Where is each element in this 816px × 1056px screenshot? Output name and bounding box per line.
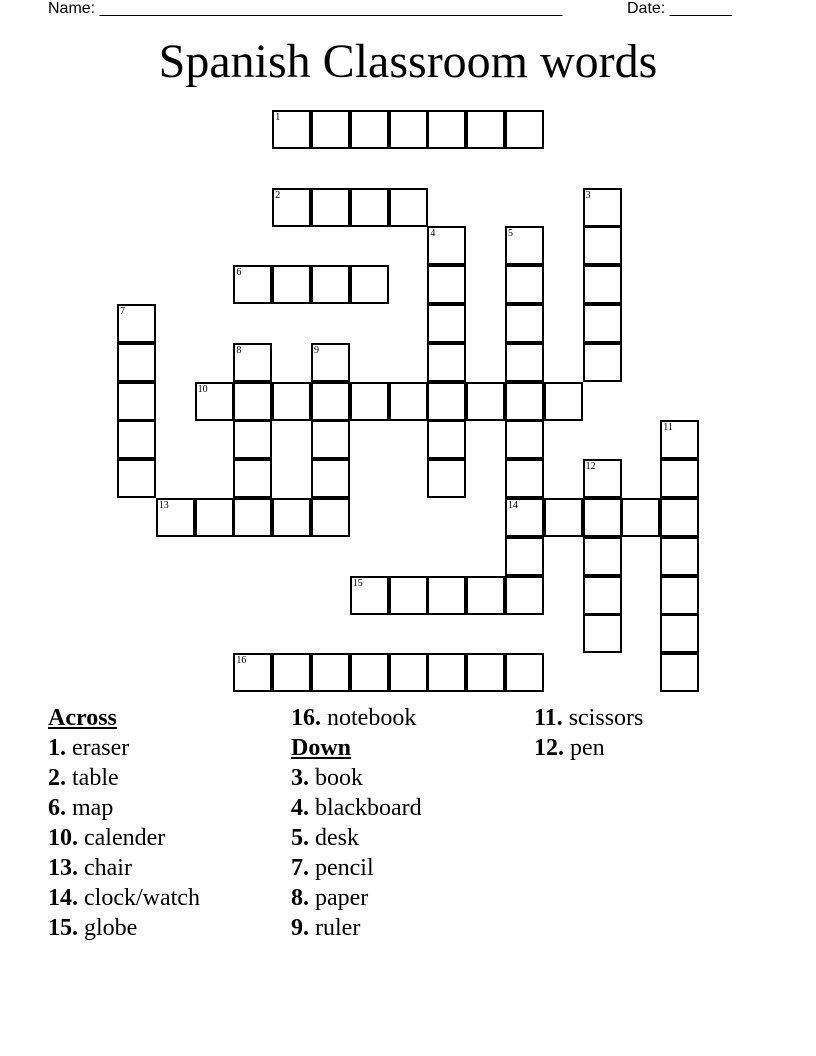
- crossword-cell[interactable]: [233, 498, 272, 537]
- crossword-cell[interactable]: [583, 304, 622, 343]
- crossword-cell[interactable]: [505, 459, 544, 498]
- clue-number-label: 6: [236, 267, 242, 279]
- clue-across-6: [48, 793, 200, 823]
- clue-text: eraser: [72, 735, 130, 761]
- crossword-cell[interactable]: [272, 498, 311, 537]
- clue-down-12: [534, 733, 643, 763]
- clue-number-label: 3: [585, 189, 591, 201]
- crossword-cell[interactable]: [233, 653, 272, 692]
- clue-number-label: 14: [508, 500, 518, 511]
- crossword-cell[interactable]: [583, 226, 622, 265]
- crossword-cell[interactable]: [583, 459, 622, 498]
- clue-text: notebook: [327, 705, 417, 731]
- clue-number: 3.: [291, 765, 309, 791]
- clue-text: blackboard: [315, 795, 422, 821]
- clue-number: 4.: [291, 795, 309, 821]
- crossword-cell[interactable]: [311, 420, 350, 459]
- clue-across-14: [48, 883, 200, 913]
- crossword-cell[interactable]: [350, 110, 389, 149]
- clue-number-label: 4: [430, 228, 436, 240]
- crossword-cell[interactable]: [427, 653, 466, 692]
- crossword-cell[interactable]: [660, 576, 699, 615]
- clue-number: 14.: [48, 885, 78, 911]
- crossword-cell[interactable]: [311, 110, 350, 149]
- clue-text: table: [72, 765, 119, 791]
- clues-column-2: [291, 703, 422, 943]
- crossword-cell[interactable]: [350, 265, 389, 304]
- crossword-cell[interactable]: [117, 459, 156, 498]
- clue-number-label: 13: [158, 500, 169, 511]
- crossword-cell[interactable]: [272, 653, 311, 692]
- page-title: Spanish Classroom words: [158, 35, 658, 88]
- clue-down-7: [291, 853, 422, 883]
- date-line: Date: _______: [627, 0, 732, 17]
- crossword-cell[interactable]: [505, 537, 544, 576]
- crossword-cell[interactable]: [117, 420, 156, 459]
- clue-number: 15.: [48, 915, 78, 941]
- clue-number-label: 15: [352, 577, 363, 589]
- down-heading: Down: [291, 735, 352, 761]
- crossword-cell[interactable]: [272, 110, 311, 149]
- clue-number-label: 10: [197, 383, 208, 395]
- clue-number: 9.: [291, 915, 309, 941]
- clue-down-4: [291, 793, 422, 823]
- clue-across-13: [48, 853, 200, 883]
- crossword-cell[interactable]: [505, 304, 544, 343]
- crossword-cell[interactable]: [466, 653, 505, 692]
- crossword-cell[interactable]: [389, 382, 428, 421]
- clue-number-label: 11: [663, 422, 673, 434]
- crossword-cell[interactable]: [427, 226, 466, 265]
- crossword-cell[interactable]: [427, 576, 466, 615]
- clue-number-label: 2: [275, 189, 281, 201]
- crossword-cell[interactable]: [505, 498, 544, 537]
- clue-number: 7.: [291, 855, 309, 881]
- clue-number: 8.: [291, 885, 309, 911]
- crossword-cell[interactable]: [505, 343, 544, 382]
- clue-number: 5.: [291, 825, 309, 851]
- crossword-cell[interactable]: [117, 343, 156, 382]
- crossword-cell[interactable]: [311, 343, 350, 382]
- crossword-cell[interactable]: [660, 498, 699, 537]
- clue-across-16: [291, 703, 422, 733]
- crossword-cell[interactable]: [272, 382, 311, 421]
- crossword-cell[interactable]: [311, 382, 350, 421]
- crossword-cell[interactable]: [660, 653, 699, 692]
- crossword-cell[interactable]: [660, 614, 699, 653]
- clue-text: globe: [84, 915, 138, 941]
- clue-text: paper: [315, 885, 369, 911]
- crossword-cell[interactable]: [505, 382, 544, 421]
- crossword-cell[interactable]: [427, 420, 466, 459]
- crossword-cell[interactable]: [660, 420, 699, 459]
- clue-down-5: [291, 823, 422, 853]
- clue-number-label: 16: [236, 655, 247, 667]
- clue-text: pen: [570, 735, 605, 761]
- across-heading: Across: [48, 705, 117, 731]
- clue-across-15: [48, 913, 200, 943]
- crossword-cell[interactable]: [311, 653, 350, 692]
- clue-number-label: 1: [275, 112, 281, 123]
- crossword-cell[interactable]: [389, 110, 428, 149]
- crossword-cell[interactable]: [505, 576, 544, 615]
- crossword-cell[interactable]: [466, 382, 505, 421]
- crossword-cell[interactable]: [427, 265, 466, 304]
- crossword-cell[interactable]: [505, 110, 544, 149]
- clue-down-3: [291, 763, 422, 793]
- crossword-cell[interactable]: [389, 576, 428, 615]
- crossword-cell[interactable]: [117, 382, 156, 421]
- crossword-cell[interactable]: [350, 188, 389, 227]
- clue-number: 2.: [48, 765, 66, 791]
- clue-across-1: [48, 733, 200, 763]
- crossword-cell[interactable]: [583, 614, 622, 653]
- crossword-cell[interactable]: [350, 576, 389, 615]
- crossword-cell[interactable]: [621, 498, 660, 537]
- crossword-cell[interactable]: [311, 188, 350, 227]
- crossword-cell[interactable]: [311, 459, 350, 498]
- crossword-cell[interactable]: [311, 498, 350, 537]
- clue-text: calender: [84, 825, 166, 851]
- crossword-cell[interactable]: [505, 226, 544, 265]
- clues-column-3: [534, 703, 643, 763]
- clue-number-label: 12: [585, 461, 596, 473]
- clue-text: chair: [84, 855, 132, 881]
- clue-number-label: 7: [120, 306, 125, 317]
- crossword-cell[interactable]: [427, 382, 466, 421]
- crossword-cell[interactable]: [350, 382, 389, 421]
- clue-number: 1.: [48, 735, 66, 761]
- crossword-cell[interactable]: [389, 188, 428, 227]
- crossword-cell[interactable]: [233, 265, 272, 304]
- crossword-cell[interactable]: [272, 188, 311, 227]
- clue-number: 12.: [534, 735, 564, 761]
- crossword-cell[interactable]: [583, 498, 622, 537]
- clue-number: 16.: [291, 705, 321, 731]
- crossword-cell[interactable]: [427, 459, 466, 498]
- crossword-cell[interactable]: [427, 343, 466, 382]
- crossword-cell[interactable]: [583, 188, 622, 227]
- crossword-cell[interactable]: [660, 459, 699, 498]
- clue-text: pencil: [315, 855, 374, 881]
- crossword-cell[interactable]: [583, 537, 622, 576]
- clue-number-label: 9: [314, 344, 319, 356]
- crossword-cell[interactable]: [233, 459, 272, 498]
- crossword-cell[interactable]: [427, 304, 466, 343]
- crossword-cell[interactable]: [233, 382, 272, 421]
- crossword-cell[interactable]: [427, 110, 466, 149]
- crossword-cell[interactable]: [505, 265, 544, 304]
- clue-text: clock/watch: [84, 885, 200, 911]
- clue-down-9: [291, 913, 422, 943]
- crossword-cell[interactable]: [583, 343, 622, 382]
- clue-text: desk: [315, 825, 359, 851]
- crossword-cell[interactable]: [466, 110, 505, 149]
- crossword-cell[interactable]: [583, 265, 622, 304]
- crossword-cell[interactable]: [583, 576, 622, 615]
- name-line: Name: ____________________________________________________: [48, 0, 563, 17]
- crossword-cell[interactable]: [117, 304, 156, 343]
- crossword-cell[interactable]: [195, 498, 234, 537]
- clue-across-2: [48, 763, 200, 793]
- clue-across-10: [48, 823, 200, 853]
- crossword-cell[interactable]: [156, 498, 195, 537]
- clue-number: 13.: [48, 855, 78, 881]
- crossword-cell[interactable]: [233, 343, 272, 382]
- crossword-cell[interactable]: [311, 265, 350, 304]
- clue-down-11: [534, 703, 643, 733]
- clue-text: book: [315, 765, 363, 791]
- clue-number: 10.: [48, 825, 78, 851]
- clue-number-label: 5: [508, 228, 513, 240]
- crossword-cell[interactable]: [544, 498, 583, 537]
- crossword-cell[interactable]: [195, 382, 234, 421]
- crossword-cell[interactable]: [233, 420, 272, 459]
- clue-text: map: [72, 795, 114, 821]
- clue-text: scissors: [568, 705, 644, 731]
- crossword-cell[interactable]: [660, 537, 699, 576]
- crossword-cell[interactable]: [544, 382, 583, 421]
- crossword-cell[interactable]: [505, 420, 544, 459]
- clue-number: 11.: [534, 705, 563, 731]
- crossword-cell[interactable]: [350, 653, 389, 692]
- clue-number-label: 8: [236, 344, 242, 356]
- crossword-cell[interactable]: [389, 653, 428, 692]
- clues-column-1: [48, 703, 200, 943]
- crossword-cell[interactable]: [466, 576, 505, 615]
- crossword-cell[interactable]: [505, 653, 544, 692]
- crossword-cell[interactable]: [272, 265, 311, 304]
- clue-down-8: [291, 883, 422, 913]
- clue-text: ruler: [315, 915, 361, 941]
- clue-number: 6.: [48, 795, 66, 821]
